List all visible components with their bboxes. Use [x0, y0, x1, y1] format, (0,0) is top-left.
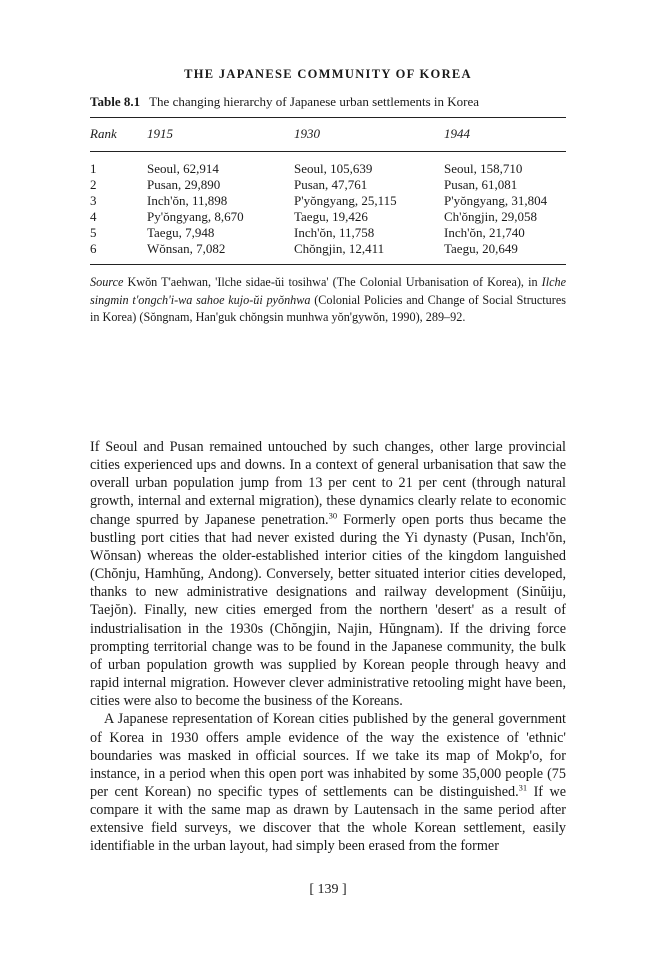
table-cell: Chŏngjin, 12,411	[294, 241, 385, 256]
table-top-rule	[90, 117, 566, 118]
header-1944: 1944	[444, 126, 470, 141]
table-cell: 3	[90, 193, 97, 208]
source-text: Kwŏn T'aehwan, 'Ilche sidae-ŭi tosihwa' (The Colonial Urbanisation of Korea), in	[123, 275, 542, 289]
table-cell: Seoul, 105,639	[294, 161, 373, 176]
page-number: [ 139 ]	[309, 882, 347, 897]
paragraph	[90, 710, 566, 855]
source-book-title: Ilche singmin t'ongch'i-wa sahoe kujo-ŭi pyŏnhwa	[90, 275, 566, 307]
header-rank: Rank	[90, 126, 117, 141]
table-cell: Inch'ŏn, 21,740	[444, 225, 525, 240]
table-label: Table 8.1	[90, 94, 141, 109]
footnote-ref[interactable]: 30	[328, 509, 338, 520]
table-title: The changing hierarchy of Japanese urban settlements in Korea	[149, 94, 480, 109]
paragraph	[90, 438, 566, 710]
source-label: Source	[90, 275, 124, 289]
body-text	[90, 438, 566, 856]
table-cell: Seoul, 158,710	[444, 161, 523, 176]
header-1930: 1930	[294, 126, 320, 141]
table-bottom-rule	[90, 264, 566, 265]
running-head: THE JAPANESE COMMUNITY OF KOREA	[184, 67, 472, 81]
paragraph-text: If we compare it with the same map as drawn by Lautensach in the same period after extensive field surveys, we discover that the whole Korean settlement, easily identifiable in the urban layout, had simply been erased from the former	[90, 783, 566, 855]
table-cell: Taegu, 19,426	[294, 209, 368, 224]
table-cell: Seoul, 62,914	[147, 161, 219, 176]
table-cell: 5	[90, 225, 97, 240]
table-cell: 6	[90, 241, 97, 256]
table-cell: Pusan, 29,890	[147, 177, 221, 192]
table-caption	[90, 94, 570, 110]
table-cell: Wŏnsan, 7,082	[147, 241, 226, 256]
table-cell: Ch'ŏngjin, 29,058	[444, 209, 537, 224]
table-cell: Inch'ŏn, 11,758	[294, 225, 375, 240]
table-cell: Inch'ŏn, 11,898	[147, 193, 228, 208]
table-cell: P'yŏngyang, 25,115	[294, 193, 397, 208]
table-cell: Taegu, 7,948	[147, 225, 215, 240]
table-header-rule	[90, 151, 566, 152]
table-cell: Taegu, 20,649	[444, 241, 518, 256]
table-source-note	[90, 274, 566, 327]
paragraph-text: Formerly open ports thus became the bustling port cities that had never existed during the Yi dynasty (Pusan, Inch'ŏn, Wŏnsan) whereas the older-established interior cities of the kingdom languished (Chŏnju, Hamhŭng, Andong). Conversely, better situated interior cities developed, thanks to new administrative designations and railway development (Sinŭiju, Taejŏn). Finally, new cities emerged from the northern 'desert' as a result of industrialisation in the 1930s (Chŏngjin, Najin, Hŭngnam). If the driving force prompting territorial change was to be found in the Japanese community, the bulk of urban population growth was supplied by Korean people through heavy and rapid internal migration. However clever administrative retooling might have been, cities were also to become the business of the Koreans.	[90, 511, 566, 710]
header-1915: 1915	[147, 126, 173, 141]
table-cell: 1	[90, 161, 97, 176]
footnote-ref[interactable]: 31	[518, 782, 528, 793]
source-text-end: (Colonial Policies and Change of Social Structures in Korea) (Sŏngnam, Han'guk chŏngsin munhwa yŏn'gywŏn, 1990), 289–92.	[90, 292, 566, 324]
table-cell: Pusan, 61,081	[444, 177, 518, 192]
table-cell: 2	[90, 177, 97, 192]
paragraph-text: If Seoul and Pusan remained untouched by such changes, other large provincial cities experienced ups and downs. In a context of general urbanisation that saw the overall urban population jump from 13 per cent to 21 per cent (through natural growth, internal and external migration), these dynamics clearly relate to economic change spurred by Japanese penetration.	[90, 439, 566, 528]
table-cell: Pusan, 47,761	[294, 177, 368, 192]
paragraph-text: A Japanese representation of Korean cities published by the general government of Korea in 1930 offers ample evidence of the way the existence of 'ethnic' boundaries was masked in official sources. If we take its map of Mokp'o, for instance, in a period when this open port was inhabited by some 35,000 people (75 per cent Korean) no specific types of settlements can be distinguished.	[90, 711, 566, 800]
table-cell: Py'ŏngyang, 8,670	[147, 209, 244, 224]
table-cell: 4	[90, 209, 97, 224]
table-cell: P'yŏngyang, 31,804	[444, 193, 548, 208]
